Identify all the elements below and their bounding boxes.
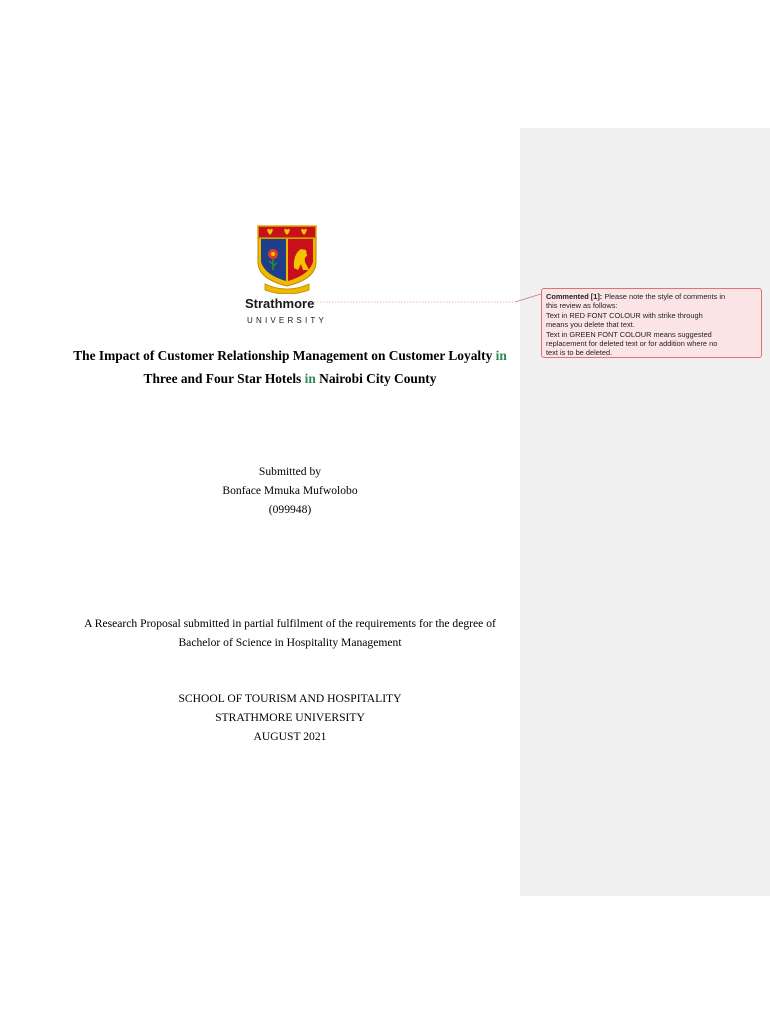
proposal-statement: A Research Proposal submitted in partial fulfilment of the requirements for the degree of — [84, 617, 496, 630]
degree-name: Bachelor of Science in Hospitality Management — [178, 636, 402, 649]
comment-margin-pane — [520, 128, 770, 896]
submitted-by-label: Submitted by — [258, 465, 322, 478]
logo-subtitle: UNIVERSITY — [247, 316, 328, 325]
student-id: (099948) — [268, 503, 312, 516]
document-title-line-2 — [40, 367, 540, 390]
review-comment[interactable] — [541, 288, 762, 358]
comment-text: Please note the style of comments in — [602, 292, 726, 301]
university-logo — [245, 224, 329, 328]
author-name: Bonface Mmuka Mufwolobo — [222, 484, 358, 497]
document-title-line-1 — [40, 344, 540, 367]
logo-wordmark: Strathmore — [245, 296, 315, 311]
comment-text: Text in GREEN FONT COLOUR means suggested — [546, 329, 712, 339]
title-text: The Impact of Customer Relationship Management on Customer Loyalty — [73, 348, 496, 363]
title-text: Three and Four Star Hotels — [143, 371, 305, 386]
university-name: STRATHMORE UNIVERSITY — [215, 711, 365, 724]
title-insertion: in — [304, 371, 316, 386]
comment-text: text is to be deleted. — [546, 348, 613, 358]
submission-date: AUGUST 2021 — [253, 730, 327, 743]
title-text: Nairobi City County — [315, 371, 437, 386]
comment-text: Text in RED FONT COLOUR with strike through — [546, 310, 703, 320]
comment-header: Commented [1]: — [546, 292, 603, 301]
comment-text: means you delete that text. — [546, 320, 635, 330]
title-insertion: in — [495, 348, 507, 363]
crest-icon — [257, 224, 317, 294]
comment-text: this review as follows: — [546, 301, 618, 311]
comment-text: replacement for deleted text or for addition where no — [546, 339, 718, 349]
school-name: SCHOOL OF TOURISM AND HOSPITALITY — [178, 692, 402, 705]
